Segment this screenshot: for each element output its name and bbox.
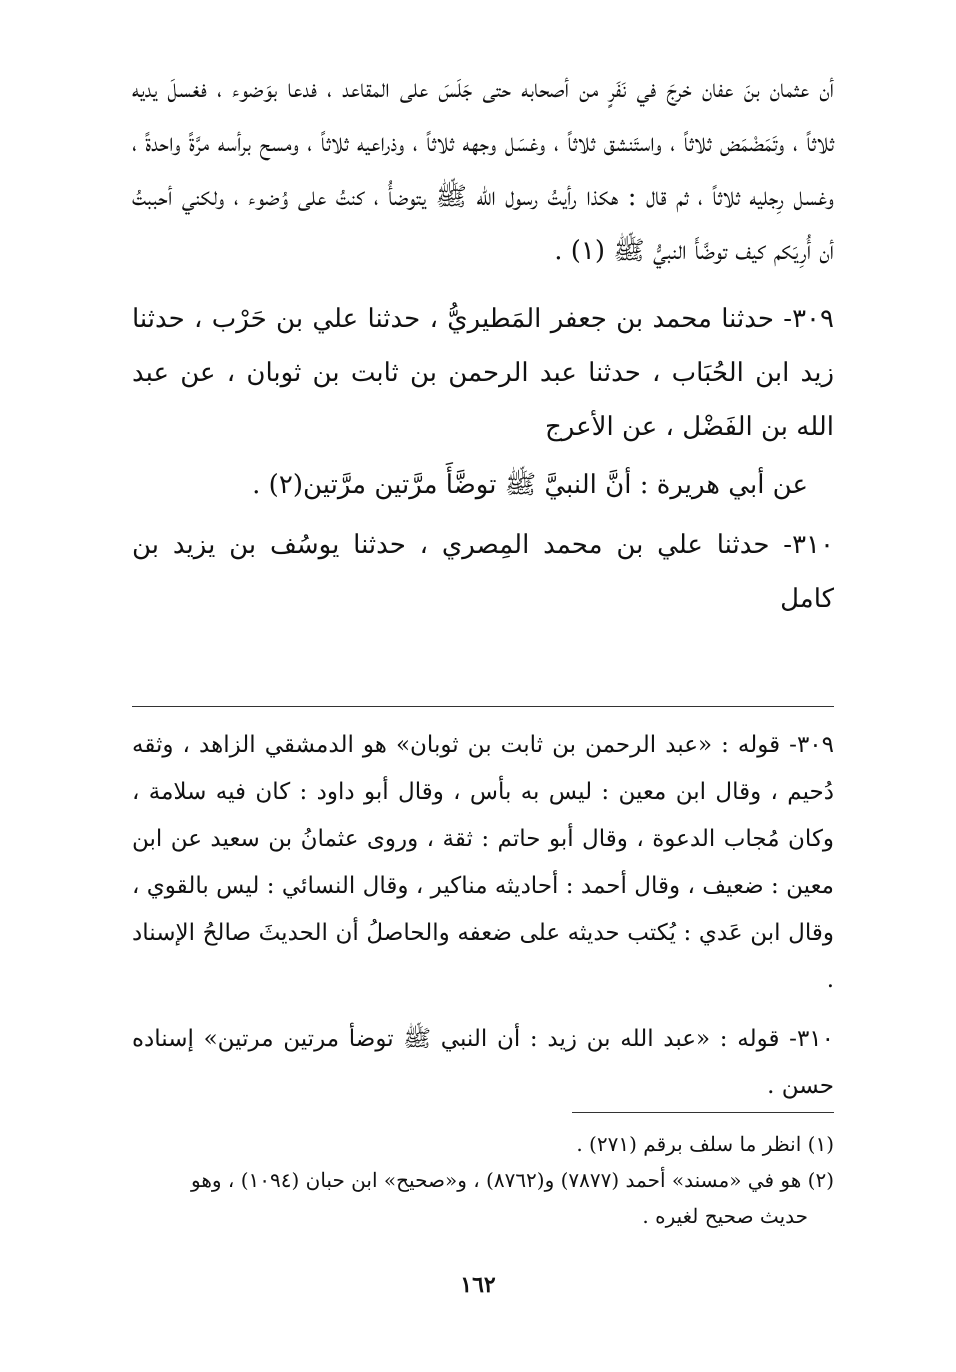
hadith-309-matn: عن أبي هريرة : أنَّ النبيَّ ﷺ توضَّأَ مرَّتين مرَّتين(٢) . xyxy=(252,470,808,500)
footnote-1: (١) انظر ما سلف برقم (٢٧١) . xyxy=(576,1132,834,1156)
footnote-2-continued: حديث صحيح لغيره . xyxy=(642,1204,808,1228)
commentary-divider xyxy=(132,706,834,707)
hadith-308-text: أن عثمان بنَ عفان خرجَ في نَفَرٍ من أصحابه حتى جَلَسَ على المقاعد ، فدعا بوَضوء ، فغسلَ يديه ثلاثاً ، وتَمَضْمَض ثلاثاً ، واستَنشق ثلاثاً ، وغسَل وجهه ثلاثاً ، وذراعيه ثلاثاً ، ومسح برأسه مرَّةً واحدةً ، وغسل رِجليه ثلاثاً ، ثم قال : هكذا رأيتُ رسول الله ﷺ يتوضأُ ، كنتُ على وُضوء ، ولكني أحببتُ أن أُرِيَكم كيف توضَّأَ النبيُّ ﷺ (١) . xyxy=(132,74,834,266)
hadith-310-isnad: ٣١٠- حدثنا علي بن محمد المِصري ، حدثنا يوسُف بن يزيد بن كامل xyxy=(132,530,834,614)
commentary-310: ٣١٠- قوله : «عبد الله بن زيد : أن النبي ﷺ توضأ مرتين مرتين» إسناده حسن . xyxy=(132,1026,834,1099)
commentary-309: ٣٠٩- قوله : «عبد الرحمن بن ثابت بن ثوبان» هو الدمشقي الزاهد ، وثقه دُحيم ، وقال ابن معين : ليس به بأس ، وقال أبو داود : كان فيه سلامة ، وكان مُجاب الدعوة ، وقال أبو حاتم : ثقة ، وروى عثمانُ بن سعيد عن ابن معين : ضعيف ، وقال أحمد : أحاديثه مناكير ، وقال النسائي : ليس بالقوي ، وقال ابن عَدي : يُكتب حديثه على ضعفه والحاصلُ أن الحديثَ صالحُ الإسناد . xyxy=(132,732,834,993)
footnote-divider xyxy=(572,1112,834,1113)
main-text xyxy=(132,62,834,626)
page-number: ١٦٢ xyxy=(460,1272,496,1298)
footnote-2: (٢) هو في «مسند» أحمد (٧٨٧٧) و(٨٧٦٢) ، و«صحيح» ابن حبان (١٠٩٤) ، وهو xyxy=(191,1168,834,1192)
footnotes xyxy=(132,1126,834,1234)
hadith-309-isnad: ٣٠٩- حدثنا محمد بن جعفر المَطيريُّ ، حدثنا علي بن حَرْب ، حدثنا زيد ابن الحُبَاب ، حدثنا عبد الرحمن بن ثابت بن ثوبان ، عن عبد الله بن الفَضْل ، عن الأعرج xyxy=(132,304,834,442)
commentary xyxy=(132,722,834,1110)
